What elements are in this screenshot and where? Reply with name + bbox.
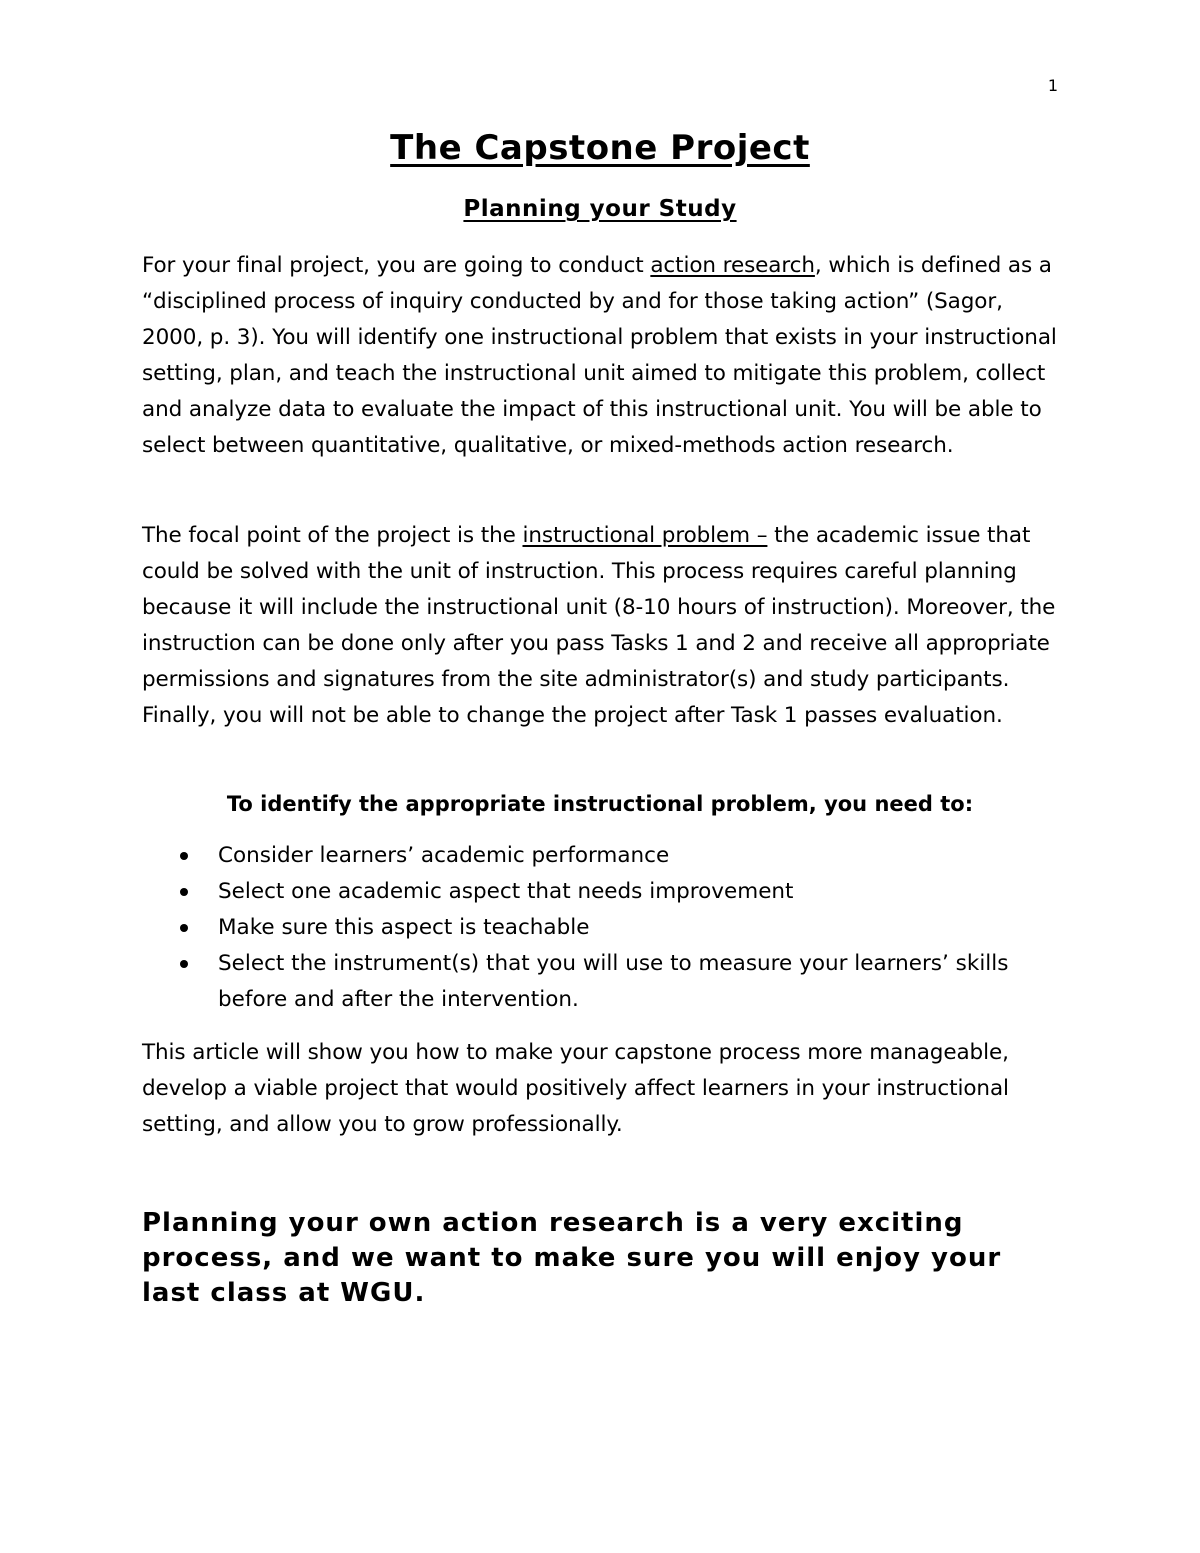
list-item-text: Consider learners’ academic performance [218, 843, 670, 868]
action-research-term: action research [650, 253, 815, 278]
list-item [218, 910, 1058, 946]
focal-point-paragraph [142, 518, 1062, 734]
intro-paragraph [142, 248, 1062, 464]
list-item [218, 874, 1058, 910]
focal-text-start: The focal point of the project is the [142, 523, 523, 548]
list-heading: To identify the appropriate instructional problem, you need to: [226, 792, 974, 816]
intro-text-rest: , which is defined as a “disciplined process of inquiry conducted by and for those taking action” (Sagor, 2000, p. 3). You will identify one instructional problem that exists in your instructional setting, plan, and teach the instructional unit aimed to mitigate this problem, collect and analyze data to evaluate the impact of this instructional unit. You will be able to select between quantitative, qualitative, or mixed-methods action research. [142, 253, 1057, 458]
page-number: 1 [1047, 76, 1058, 95]
bullet-icon [180, 960, 188, 968]
intro-text-start: For your final project, you are going to conduct [142, 253, 651, 278]
list-item [218, 946, 1058, 1018]
bullet-icon [180, 852, 188, 860]
instructional-problem-term: instructional problem – [522, 523, 768, 548]
list-item [218, 838, 1058, 874]
article-summary-paragraph: This article will show you how to make your capstone process more manageable, develop a viable project that would positively affect learners in your instructional setting, and allow you to grow professionally. [142, 1040, 1009, 1137]
focal-text-rest: the academic issue that could be solved with the unit of instruction. This process requires careful planning because it will include the instructional unit (8-10 hours of instruction). Moreover, the instruction can be done only after you pass Tasks 1 and 2 and receive all appropriate permissions and signatures from the site administrator(s) and study participants. Finally, you will not be able to change the project after Task 1 passes evaluation. [142, 523, 1056, 728]
page-title: The Capstone Project [390, 128, 810, 168]
bullet-icon [180, 924, 188, 932]
list-item-text: Make sure this aspect is teachable [218, 915, 590, 940]
list-item-text: Select one academic aspect that needs improvement [218, 879, 794, 904]
closing-statement: Planning your own action research is a very exciting process, and we want to make sure you will enjoy your last class at WGU. [142, 1208, 1002, 1308]
bullet-icon [180, 888, 188, 896]
list-item-text: Select the instrument(s) that you will use to measure your learners’ skills before and after the intervention. [218, 951, 1009, 1012]
requirements-list [218, 838, 1058, 1018]
section-subtitle: Planning your Study [463, 196, 737, 222]
